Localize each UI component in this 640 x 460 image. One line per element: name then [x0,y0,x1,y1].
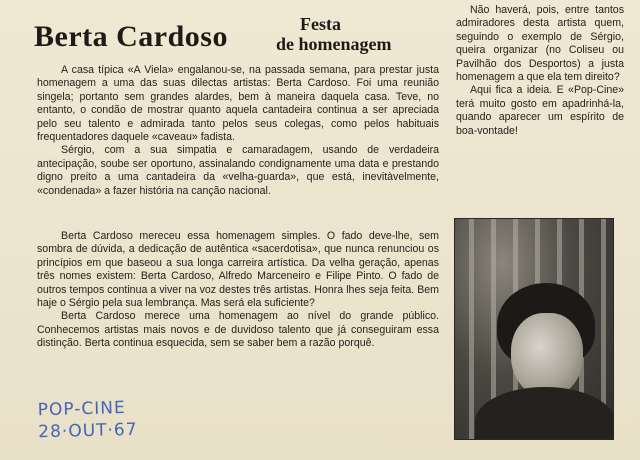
portrait-photo [454,218,614,440]
source-date: 28·OUT·67 [38,419,138,443]
subheadline [276,14,416,54]
headline: Berta Cardoso [34,20,228,53]
paragraph: Berta Cardoso mereceu essa homenagem simples. O fado deve-lhe, sem sombra de dúvida, a dedicação de autêntica «sacerdotisa», que nunca renunciou os princípios em que baseou a sua longa carreira artística. Da velha geração, apenas três nomes existem: Berta Cardoso, Alfredo Marceneiro e Filipe Pinto. O fado de outros tempos continua a viver na voz destes três artistas. Honra lhes seja feita. Bem haje o Sérgio pela sua lembrança. Mas será ela suficiente? [37,230,439,310]
source-name: POP-CINE [37,398,126,421]
article-body-top [37,64,439,198]
paragraph: Berta Cardoso merece uma homenagem ao nível do grande público. Conhecemos artistas mais novos e de duvidoso talento que já conseguiram essa distinção. Berta continua esquecida, sem se saber bem a razão porquê. [37,310,439,350]
handwritten-source-note [37,397,137,444]
portrait-face [511,313,583,397]
article-body-bottom [37,230,439,351]
paragraph: Aqui fica a ideia. E «Pop-Cine» terá muito gosto em apadrinhá-la, quando aparecer um espírito de boa-vontade! [456,84,624,137]
paragraph: Não haverá, pois, entre tantos admiradores desta artista quem, seguindo o exemplo de Sérgio, queira organizar (no Coliseu ou Pavilhão dos Desportos) a justa homenagem a que ela tem direito? [456,4,624,84]
subhead-line-1: Festa [300,14,341,34]
subhead-line-2: de homenagem [276,34,392,54]
paragraph: A casa típica «A Viela» engalanou-se, na passada semana, para prestar justa homenagem a uma das suas dilectas artistas: Berta Cardoso. Foi uma reunião singela; portanto sem grandes alardes, bem à maneira daquela casa. Teve, no entanto, o condão de mostrar quanto aquela cantadeira continua a ser apreciada pelo seu talento e admirada tanto pelos seus colegas, como pelos habituais frequentadores daquele «caveau» fadista. [37,64,439,144]
article-side-column [456,4,624,138]
paragraph: Sérgio, com a sua simpatia e camaradagem, usando de verdadeira antecipação, soube ser oportuno, assinalando condignamente uma data e prestando digno preito a uma cantadeira da «velha-guarda», que está, inevitàvelmente, «condenada» a fazer história na canção nacional. [37,144,439,197]
